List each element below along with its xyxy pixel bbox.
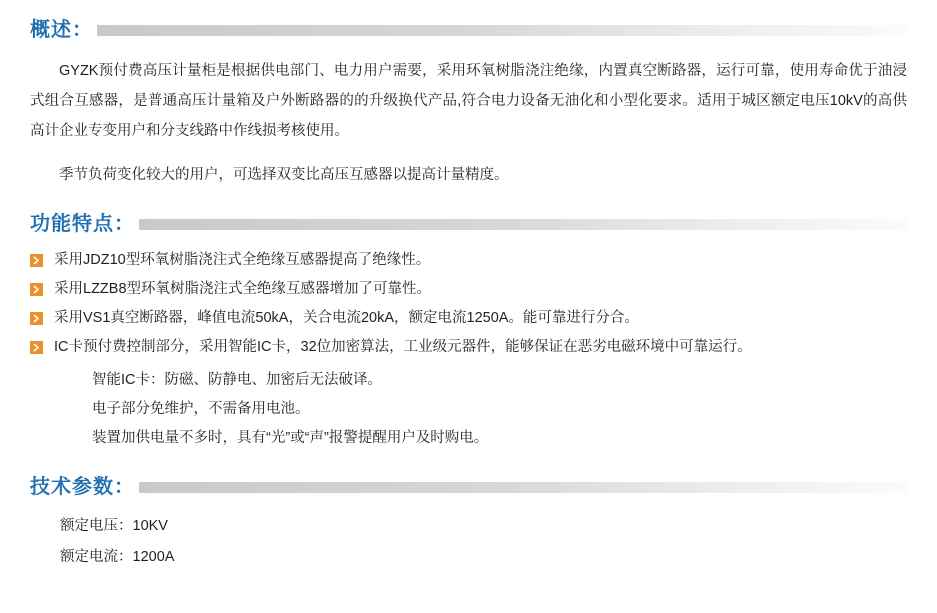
feature-text: 采用VS1真空断路器，峰值电流50kA，关合电流20kA，额定电流1250A。能可靠进行分合。 — [54, 310, 639, 326]
list-item — [30, 308, 907, 328]
spacer — [30, 499, 907, 511]
list-item — [30, 279, 907, 299]
feature-sub-lines — [30, 366, 907, 453]
section-header-overview — [30, 18, 907, 42]
section-rule-specs — [139, 482, 907, 493]
feature-sub-line: 装置加供电量不多时，具有“光”或“声”报警提醒用户及时购电。 — [92, 430, 489, 446]
list-item — [30, 250, 907, 270]
feature-list — [30, 250, 907, 357]
section-rule-overview — [97, 25, 907, 36]
overview-paragraph-2: 季节负荷变化较大的用户，可选择双变比高压互感器以提高计量精度。 — [59, 167, 509, 183]
chevron-right-icon — [30, 254, 43, 267]
spacer — [30, 236, 907, 250]
chevron-right-icon — [30, 283, 43, 296]
feature-sub-line: 智能IC卡：防磁、防静电、加密后无法破译。 — [92, 372, 382, 388]
section-title-specs: 技术参数： — [30, 476, 135, 498]
spec-item: 额定电压：10KV — [60, 518, 168, 534]
top-spacer — [30, 0, 907, 18]
spec-list — [30, 511, 907, 573]
chevron-right-icon — [30, 341, 43, 354]
section-rule-features — [139, 219, 907, 230]
spacer — [30, 453, 907, 475]
list-item — [30, 337, 907, 357]
section-header-features — [30, 212, 907, 236]
spacer — [30, 42, 907, 56]
section-header-specs — [30, 475, 907, 499]
feature-sub-line: 电子部分免维护，不需备用电池。 — [92, 401, 310, 417]
spacer — [30, 146, 907, 160]
section-title-features: 功能特点： — [30, 213, 135, 235]
spec-item: 额定电流：1200A — [60, 549, 175, 565]
section-title-overview: 概述： — [30, 19, 93, 41]
spacer — [30, 190, 907, 212]
overview-paragraph-1: GYZK预付费高压计量柜是根据供电部门、电力用户需要，采用环氧树脂浇注绝缘，内置真空断路器，运行可靠，使用寿命优于油浸式组合互感器，是普通高压计量箱及户外断路器的的升级换代产品,符合电力设备无油化和小型化要求。适用于城区额定电压10kV的高供高计企业专变用户和分支线路中作线损考核使用。 — [30, 63, 907, 139]
feature-text: 采用LZZB8型环氧树脂浇注式全绝缘互感器增加了可靠性。 — [54, 281, 432, 297]
chevron-right-icon — [30, 312, 43, 325]
feature-text: IC卡预付费控制部分，采用智能IC卡，32位加密算法，工业级元器件，能够保证在恶劣电磁环境中可靠运行。 — [54, 339, 752, 355]
feature-text: 采用JDZ10型环氧树脂浇注式全绝缘互感器提高了绝缘性。 — [54, 252, 431, 268]
